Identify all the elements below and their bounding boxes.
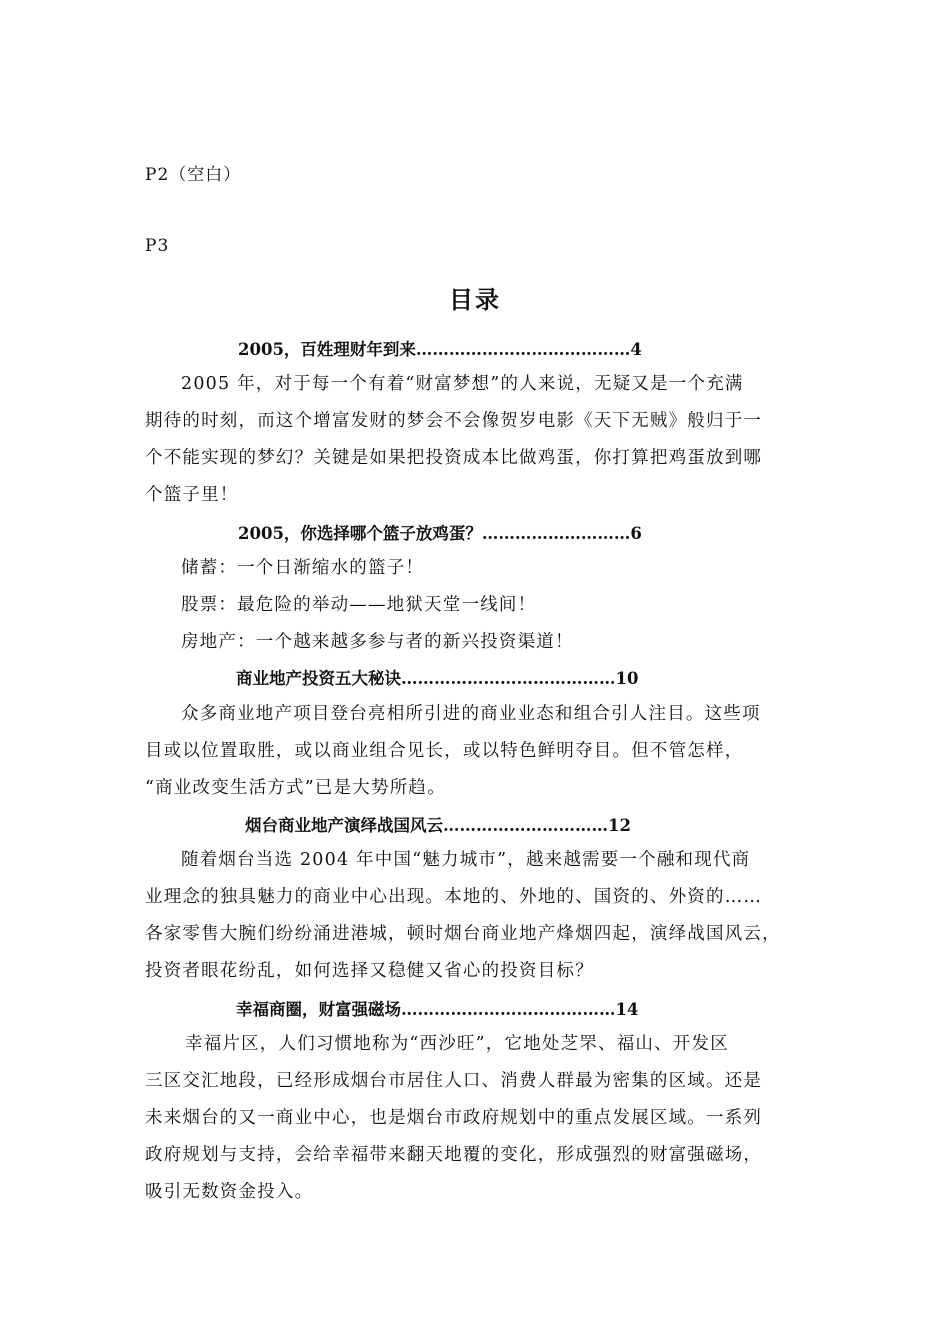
summary-line: 随着烟台当选 2004 年中国“魅力城市”，越来越需要一个融和现代商 [181, 850, 751, 870]
toc-entry-summary [145, 696, 825, 807]
summary-line: 个篮子里！ [145, 485, 239, 505]
toc-entry-heading: 烟台商业地产演绎战国风云…………………………12 [245, 816, 631, 835]
summary-line: 三区交汇地段，已经形成烟台市居住人口、消费人群最为密集的区域。还是 [145, 1071, 763, 1091]
toc-entry-summary [145, 842, 825, 990]
toc-entry-heading: 2005，你选择哪个篮子放鸡蛋？………………………6 [238, 524, 642, 543]
summary-line: 政府规划与支持，会给幸福带来翻天地覆的变化，形成强烈的财富强磁场， [145, 1145, 763, 1165]
summary-line: 2005 年，对于每一个有着“财富梦想”的人来说，无疑又是一个充满 [181, 374, 744, 394]
summary-line: 吸引无数资金投入。 [145, 1182, 314, 1202]
page-marker-p2: P2（空白） [145, 165, 242, 185]
toc-entry-heading: 幸福商圈，财富强磁场…………………………………14 [236, 1000, 639, 1019]
summary-line: 储蓄：一个日渐缩水的篮子！ [181, 558, 425, 578]
toc-title: 目录 [449, 286, 501, 314]
summary-line: 期待的时刻，而这个增富发财的梦会不会像贺岁电影《天下无贼》般归于一 [145, 411, 763, 431]
summary-line: 未来烟台的又一商业中心，也是烟台市政府规划中的重点发展区域。一系列 [145, 1108, 763, 1128]
toc-entry-summary [145, 1026, 825, 1211]
summary-line: 目或以位置取胜，或以商业组合见长，或以特色鲜明夺目。但不管怎样， [145, 741, 744, 761]
toc-entry-heading: 2005，百姓理财年到来…………………………………4 [238, 340, 642, 359]
summary-line: 众多商业地产项目登台亮相所引进的商业业态和组合引人注目。这些项 [181, 704, 761, 724]
toc-entry-summary [145, 366, 825, 514]
summary-line: “商业改变生活方式”已是大势所趋。 [145, 778, 446, 798]
toc-entry-heading: 商业地产投资五大秘诀…………………………………10 [236, 669, 639, 688]
summary-line: 股票：最危险的举动——地狱天堂一线间！ [181, 595, 537, 615]
summary-line: 业理念的独具魅力的商业中心出现。本地的、外地的、国资的、外资的…… [145, 887, 763, 907]
summary-line: 房地产：一个越来越多参与者的新兴投资渠道！ [181, 632, 574, 652]
toc-entry-summary [145, 550, 825, 661]
summary-line: 幸福片区，人们习惯地称为“西沙旺”，它地处芝罘、福山、开发区 [185, 1034, 729, 1054]
summary-line: 各家零售大腕们纷纷涌进港城，顿时烟台商业地产烽烟四起，演绎战国风云， [145, 924, 781, 944]
page-marker-p3: P3 [145, 236, 170, 256]
summary-line: 投资者眼花纷乱，如何选择又稳健又省心的投资目标？ [145, 961, 594, 981]
summary-line: 个不能实现的梦幻？关键是如果把投资成本比做鸡蛋，你打算把鸡蛋放到哪 [145, 448, 763, 468]
